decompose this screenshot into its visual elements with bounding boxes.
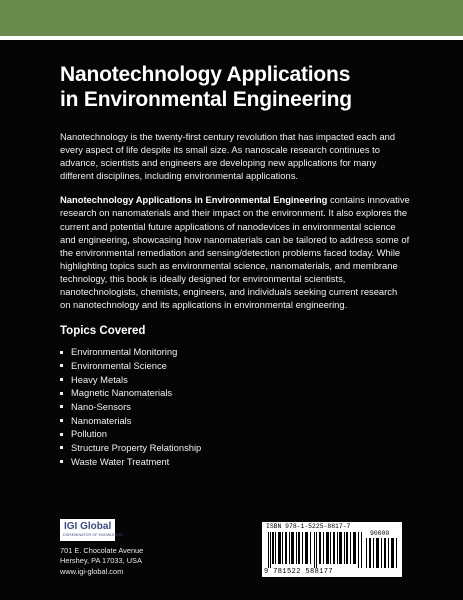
topics-list: [60, 345, 410, 468]
publisher-logo-tagline: DISSEMINATOR OF KNOWLEDGE: [63, 533, 123, 537]
description-book-title: Nanotechnology Applications in Environmental Engineering: [60, 194, 328, 206]
topic-label: Structure Property Relationship: [71, 442, 202, 454]
topic-label: Waste Water Treatment: [71, 455, 170, 467]
barcode-digits: 9 781522 588177: [264, 568, 334, 576]
publisher-logo: [60, 519, 123, 541]
isbn-barcode: [262, 522, 402, 577]
cover-content: [60, 62, 410, 469]
topic-item: [60, 373, 410, 387]
bullet-icon: [60, 378, 63, 381]
topic-item: [60, 427, 410, 441]
publisher-logo-text: IGI Global: [64, 521, 112, 532]
isbn-number: ISBN 978-1-5225-8817-7: [266, 523, 351, 530]
topics-heading: Topics Covered: [60, 325, 146, 338]
publisher-website: www.igi-global.com: [60, 566, 124, 576]
description-text: contains innovative research on nanomaterials and their impact on the environment. It also explores the current and potential future applications of nanodevices in environmental science and engineering, showcasing how nanomaterials can be tailored to address some of the environmental remediation and sensing/detection problems faced today. While highlighting topics such as environmental science, nanomaterials, and membrane technology, this book is ideally designed for environmental scientists, nanotechnologists, chemists, engineers, and individuals seeking current research on nanotechnology and its applications in environmental engineering.: [60, 194, 410, 311]
description-paragraph: [60, 193, 410, 311]
bullet-icon: [60, 392, 63, 395]
publisher-address: [60, 546, 180, 577]
topic-item: [60, 359, 410, 373]
price-code: 90000: [370, 530, 390, 537]
bullet-icon: [60, 446, 63, 449]
book-title-line-1: Nanotechnology Applications: [60, 63, 351, 86]
topic-item: [60, 441, 410, 455]
topic-item: [60, 386, 410, 400]
topic-label: Nano-Sensors: [71, 401, 131, 413]
price-barcode-bars-icon: [366, 538, 398, 568]
bullet-icon: [60, 405, 63, 408]
bullet-icon: [60, 460, 63, 463]
barcode-bars-icon: [268, 532, 364, 568]
book-title: [60, 62, 410, 112]
top-color-band: [0, 0, 463, 36]
address-street: 701 E. Chocolate Avenue: [60, 546, 144, 555]
topic-item: [60, 455, 410, 469]
intro-paragraph: Nanotechnology is the twenty-first century revolution that has impacted each and every aspect of life despite its small size. As nanoscale research continues to advance, scientists and engineers are developing new applications for many different disciplines, including environmental applications.: [60, 131, 396, 182]
topic-label: Nanomaterials: [71, 414, 132, 426]
address-city: Hershey, PA 17033, USA: [60, 556, 142, 566]
topic-item: [60, 414, 410, 428]
topic-item: [60, 400, 410, 414]
bullet-icon: [60, 419, 63, 422]
topic-label: Magnetic Nanomaterials: [71, 387, 173, 399]
topic-label: Environmental Science: [71, 359, 167, 371]
topic-label: Heavy Metals: [71, 373, 128, 385]
bullet-icon: [60, 433, 63, 436]
bullet-icon: [60, 351, 63, 354]
publisher-block: [60, 519, 180, 577]
top-divider: [0, 36, 463, 40]
topic-label: Pollution: [71, 428, 107, 440]
bullet-icon: [60, 364, 63, 367]
book-title-line-2: in Environmental Engineering: [60, 88, 352, 111]
topic-label: Environmental Monitoring: [71, 346, 178, 358]
topic-item: [60, 345, 410, 359]
